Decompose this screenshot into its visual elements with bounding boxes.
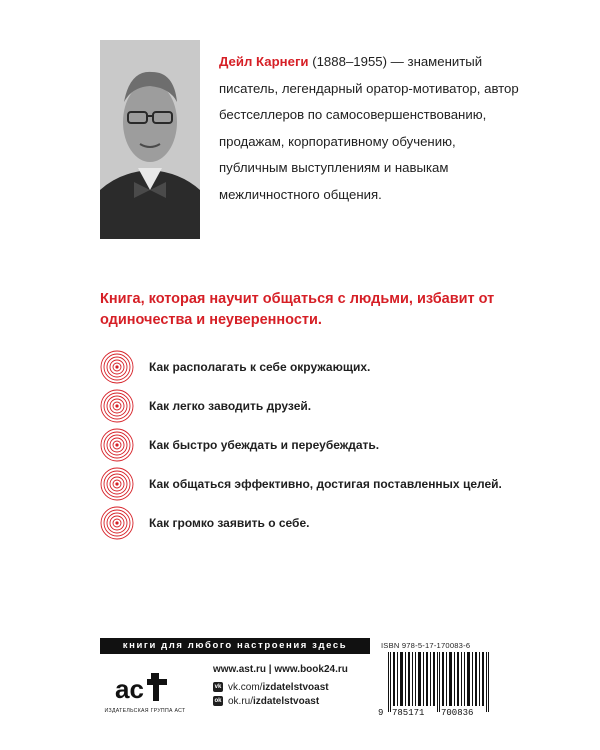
list-item — [100, 467, 502, 501]
ok-icon: ok — [214, 698, 222, 704]
author-portrait — [100, 40, 200, 239]
vk-link[interactable] — [213, 681, 329, 693]
author-bio — [219, 49, 519, 208]
publisher-websites[interactable]: www.ast.ru | www.book24.ru — [213, 664, 348, 675]
list-item-text: Как громко заявить о себе. — [149, 516, 310, 530]
ok-link[interactable] — [213, 695, 319, 707]
vk-icon: vk — [214, 684, 222, 690]
barcode-digits — [378, 708, 502, 720]
barcode-group-right: 700836 — [441, 708, 474, 718]
vk-prefix: vk.com/ — [228, 681, 263, 693]
author-bio-text: (1888–1955) — знаменитый писатель, легендарный оратор-мотиватор, автор бестселлеров по самосовершенствованию, продажам, корпоративному обучению, публичным выступлениям и навыкам межличностного общения. — [219, 54, 519, 202]
list-item — [100, 350, 370, 384]
barcode-group-left: 785171 — [392, 708, 425, 718]
author-name: Дейл Карнеги — [219, 54, 309, 69]
isbn-label: ISBN 978-5-17-170083-6 — [381, 641, 471, 650]
book-headline: Книга, которая научит общаться с людьми, избавит от одиночества и неуверенности. — [100, 291, 495, 328]
list-item-text: Как располагать к себе окружающих. — [149, 360, 371, 374]
target-icon — [100, 506, 134, 540]
list-item — [100, 389, 311, 423]
vk-handle: izdatelstvoast — [262, 681, 329, 693]
publisher-name: ИЗДАТЕЛЬСКАЯ ГРУППА АСТ — [104, 708, 186, 714]
target-icon — [100, 467, 134, 501]
list-item — [100, 506, 309, 540]
barcode — [378, 652, 502, 716]
ok-prefix: ok.ru/ — [228, 695, 254, 707]
target-icon — [100, 389, 134, 423]
target-icon — [100, 350, 134, 384]
list-item — [100, 428, 379, 462]
series-banner: книги для любого настроения здесь — [100, 638, 370, 654]
target-icon — [100, 428, 134, 462]
svg-text:ас: ас — [115, 674, 144, 704]
ast-logo — [113, 665, 171, 705]
ok-handle: izdatelstvoast — [253, 695, 320, 707]
barcode-first-digit: 9 — [378, 708, 384, 718]
list-item-text: Как легко заводить друзей. — [149, 399, 312, 413]
list-item-text: Как быстро убеждать и переубеждать. — [149, 438, 380, 452]
list-item-text: Как общаться эффективно, достигая поставленных целей. — [149, 477, 502, 491]
